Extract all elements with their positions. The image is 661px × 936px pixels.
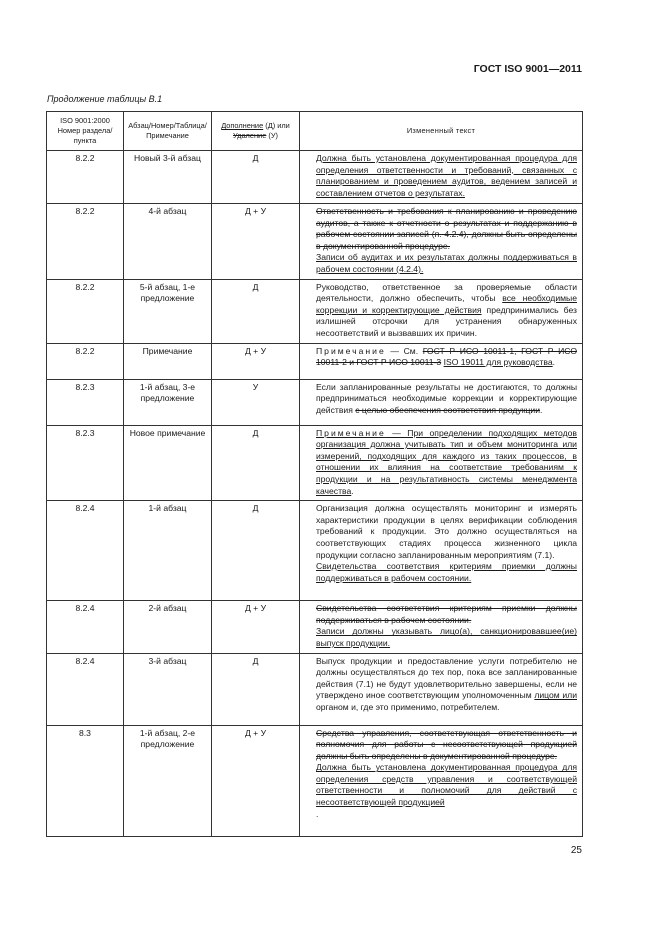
header-or-label: (Д) или (263, 121, 290, 130)
row-section-number: 8.2.3 (47, 425, 124, 501)
row-change-type: Д + У (212, 725, 300, 836)
row-paragraph-ref: Примечание (124, 343, 212, 379)
row-changed-text (300, 425, 583, 501)
row-change-type: Д (212, 501, 300, 601)
row-section-number: 8.2.2 (47, 343, 124, 379)
deleted-text: Ответственность и требования к планированию и проведению аудитов, а также к отчетности о результатах и поддержанию в рабочем состоянии записей (п. 4.2.4), должны быть определены в документированной процедуре. (316, 206, 577, 251)
row-paragraph-ref: 1-й абзац, 3-е предложение (124, 379, 212, 425)
table-row (47, 343, 583, 379)
row-changed-text (300, 151, 583, 204)
added-text: Свидетельства соответствия критериям приемки должны поддерживаться в рабочем состоянии. (316, 561, 577, 583)
row-paragraph-ref: Новый 3-й абзац (124, 151, 212, 204)
row-changed-text (300, 653, 583, 725)
row-section-number: 8.2.4 (47, 653, 124, 725)
row-changed-text (300, 501, 583, 601)
table-row (47, 725, 583, 836)
text-segment: органом и, где это применимо, потребителем. (316, 701, 500, 712)
added-text: лицом или (534, 690, 577, 701)
added-text: Примечание (316, 427, 386, 438)
row-changed-text (300, 725, 583, 836)
added-text: Записи должны указывать лицо(а), санкционировавшее(ие) выпуск продукции. (316, 626, 577, 648)
header-section-number: ISO 9001:2000 Номер раздела/ пункта (47, 112, 124, 151)
table-row (47, 653, 583, 725)
row-section-number: 8.2.2 (47, 279, 124, 343)
header-addition-label: Дополнение (221, 121, 264, 130)
changes-table (46, 111, 583, 837)
added-text: Должна быть установлена документированная процедура для определения средств управления и соответствующей ответственности и полномочий для действий с несоответствующей продукцией (316, 762, 577, 808)
table-row (47, 151, 583, 204)
row-paragraph-ref: 1-й абзац, 2-е предложение (124, 725, 212, 836)
deleted-text: ГОСТ Р ИСО 10011-1, ГОСТ Р ИСО 10011-2 и ГОСТ Р ИСО 10011-3 (316, 345, 577, 368)
page-number: 25 (570, 845, 582, 856)
table-row (47, 601, 583, 653)
deleted-text: с целью обеспечения соответствия продукции (355, 404, 540, 415)
row-change-type: Д + У (212, 601, 300, 653)
row-section-number: 8.3 (47, 725, 124, 836)
header-paragraph: Абзац/Номер/Таблица/Примечание (124, 112, 212, 151)
row-section-number: 8.2.2 (47, 151, 124, 204)
header-deletion-code: (У) (266, 131, 278, 140)
header-deletion-label: Удаление (233, 131, 267, 140)
added-text: — При определении подходящих методов организация должна учитывать тип и объем мониторинга или измерений, подходящих для каждого из таких процессов, в отношении их влияния на соответствие требованиям к продукции и на результативность системы менеджмента качества (316, 427, 577, 496)
deleted-text: Свидетельства соответствия критериям приемки должны поддерживаться в рабочем состоянии. (316, 603, 577, 625)
text-segment: Примечание (316, 345, 386, 356)
row-change-type: Д (212, 151, 300, 204)
header-changed-text: Измененный текст (300, 112, 583, 151)
row-changed-text (300, 343, 583, 379)
row-section-number: 8.2.2 (47, 204, 124, 280)
text-segment: Выпуск продукции и предоставление услуги потребителю не должны осуществляться до тех пор, пока все запланированные действия (7.1) не будут удовлетворительно завершены, если не утверждено иное соответствующим уполномоченным (316, 655, 577, 701)
text-segment: . (351, 485, 354, 496)
row-changed-text (300, 204, 583, 280)
document-standard-title: ГОСТ ISO 9001—2011 (473, 63, 582, 75)
row-section-number: 8.2.4 (47, 601, 124, 653)
table-row (47, 425, 583, 501)
text-segment: предпринимались без излишней отсрочки для устранения обнаруженных несоответствий и вызвавших их причин. (316, 304, 577, 338)
text-segment: — См. (385, 345, 423, 356)
deleted-text: Средства управления, соответствующая ответственность и полномочия для работы с несоответствующей продукцией должны быть определены в документированной процедуре. (316, 727, 577, 761)
row-changed-text (300, 601, 583, 653)
row-paragraph-ref: 1-й абзац (124, 501, 212, 601)
row-change-type: Д (212, 653, 300, 725)
text-segment: Руководство, ответственное за проверяемые области деятельности, должно обеспечить, чтобы (316, 281, 577, 304)
text-segment: . (540, 404, 543, 415)
added-text: Записи об аудитах и их результатах должны поддерживаться в рабочем состоянии (4.2.4). (316, 252, 577, 274)
row-change-type: Д (212, 425, 300, 501)
text-segment: . (552, 357, 556, 368)
text-segment: Если запланированные результаты не достигаются, то должны предприниматься необходимые коррекции и корректирующие действия (316, 381, 577, 415)
table-header-row (47, 112, 583, 151)
text-segment: . (316, 808, 319, 819)
row-change-type: Д (212, 279, 300, 343)
added-text: все необходимые коррекции и корректирующие действия (316, 293, 577, 315)
table-caption: Продолжение таблицы В.1 (47, 94, 163, 104)
added-text: Должна быть установлена документированная процедура для определения ответственности и требований, связанных с планированием и проведением аудитов, ведением записей и составлением отчетов о результатах. (316, 153, 577, 198)
row-paragraph-ref: Новое примечание (124, 425, 212, 501)
table-row (47, 279, 583, 343)
row-section-number: 8.2.3 (47, 379, 124, 425)
row-paragraph-ref: 4-й абзац (124, 204, 212, 280)
row-paragraph-ref: 5-й абзац, 1-е предложение (124, 279, 212, 343)
row-changed-text (300, 379, 583, 425)
added-text: ISO 19011 для руководства (443, 357, 553, 368)
table-row (47, 204, 583, 280)
row-change-type: Д + У (212, 204, 300, 280)
table-row (47, 501, 583, 601)
table-body (47, 151, 583, 837)
row-change-type: У (212, 379, 300, 425)
row-section-number: 8.2.4 (47, 501, 124, 601)
row-changed-text (300, 279, 583, 343)
table-row (47, 379, 583, 425)
row-paragraph-ref: 3-й абзац (124, 653, 212, 725)
header-change-type (212, 112, 300, 151)
row-paragraph-ref: 2-й абзац (124, 601, 212, 653)
row-change-type: Д + У (212, 343, 300, 379)
text-segment: Организация должна осуществлять мониторинг и измерять характеристики продукции в целях верификации соблюдения требований к продукции. Это должно осуществляться на соответствующих стадиях процесса жизненного цикла продукции согласно запланированным мероприятиям (7.1). (316, 503, 577, 560)
